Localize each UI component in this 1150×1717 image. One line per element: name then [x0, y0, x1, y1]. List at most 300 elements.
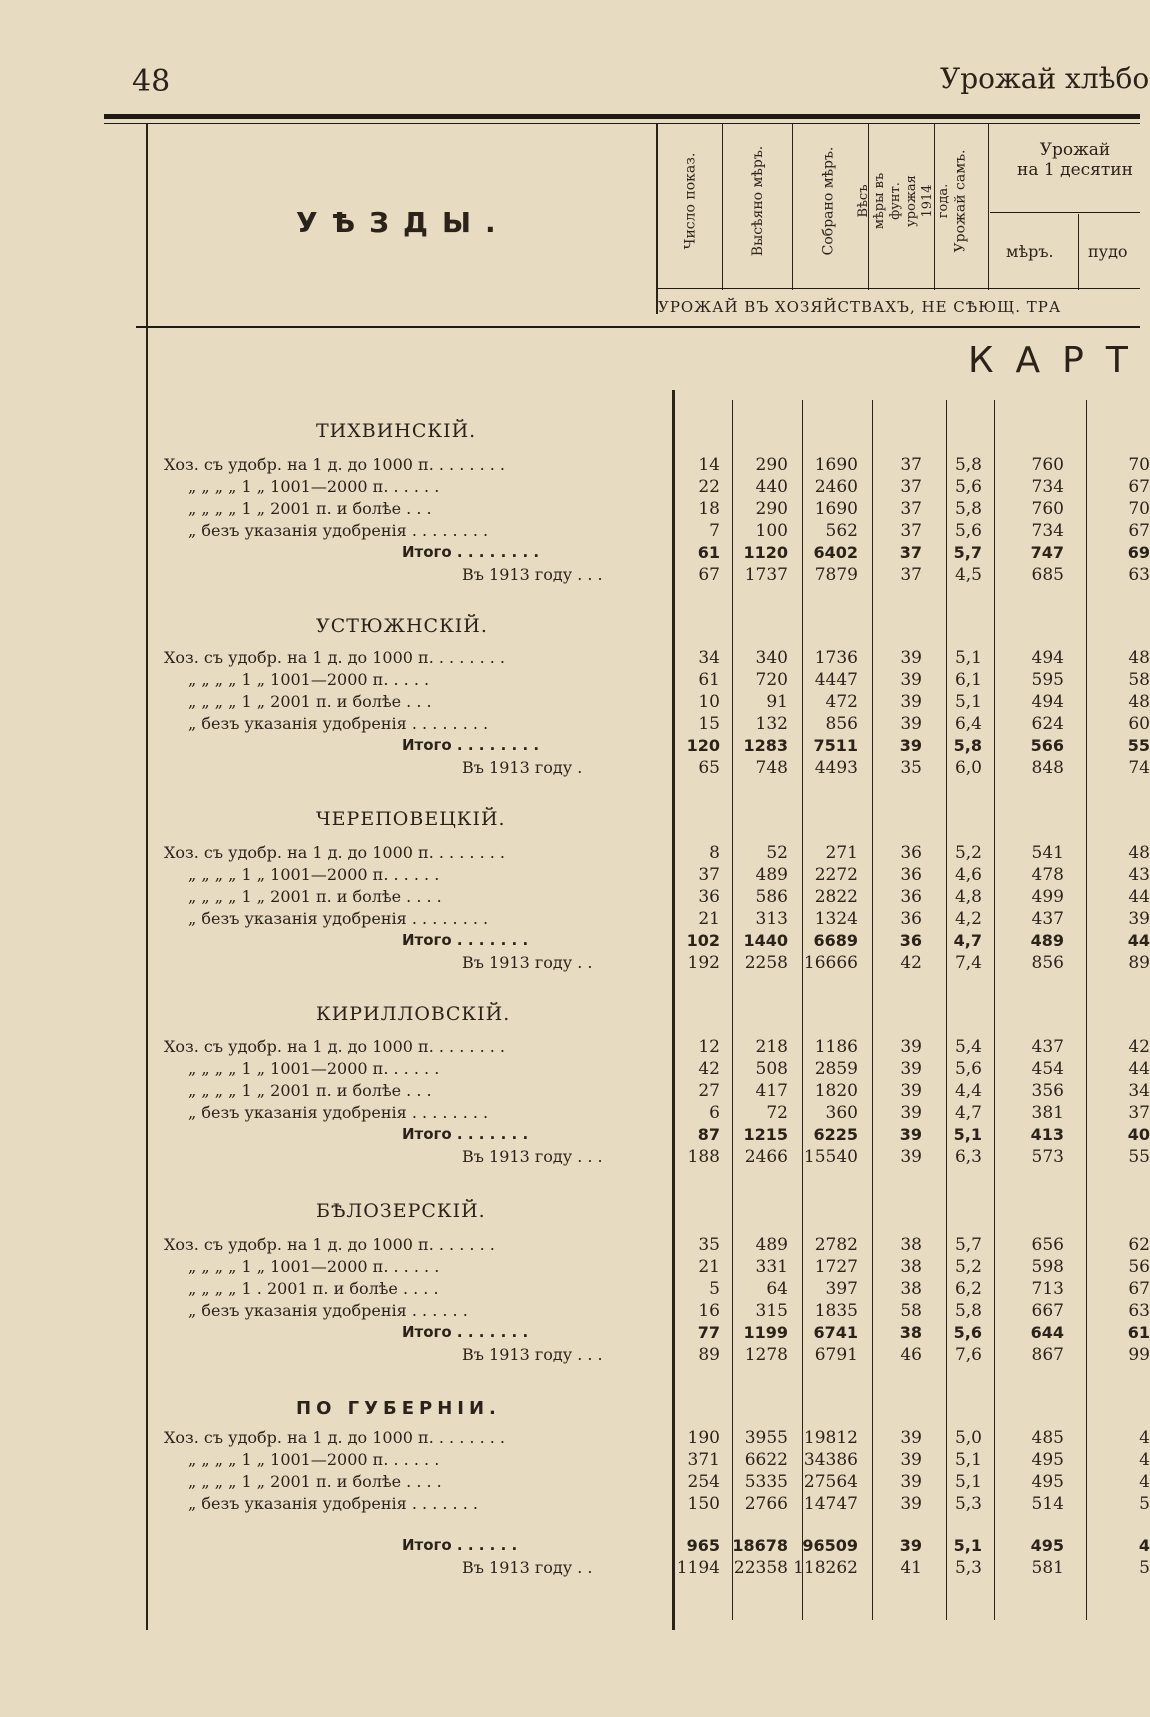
cell-weight: 36 [899, 931, 922, 950]
cell-yield-ratio: 6,4 [954, 714, 982, 734]
cell-count: 16 [698, 1301, 720, 1321]
cell-count: 22 [698, 477, 720, 497]
body-col-line-5 [994, 400, 995, 1620]
cell-sown: 748 [755, 758, 788, 778]
cell-yield-ratio: 4,7 [953, 931, 982, 950]
cell-count: 34 [698, 648, 720, 668]
cell-weight: 42 [900, 953, 922, 973]
cell-yield-ratio: 5,6 [953, 1323, 982, 1342]
cell-weight: 39 [899, 1536, 922, 1555]
cell-sown: 290 [755, 455, 788, 475]
cell-weight: 36 [900, 887, 922, 907]
prev-year-row-label: Въ 1913 году . . . [462, 1345, 603, 1364]
row-label: „ безъ указанія удобренія . . . . . . . . [188, 714, 489, 733]
cell-sown: 417 [755, 1081, 788, 1101]
body-col-line-3 [872, 400, 873, 1620]
row-label: Хоз. съ удобр. на 1 д. до 1000 п. . . . . . . . [164, 843, 505, 862]
cell-yield-pud: 5 [1139, 1494, 1150, 1514]
cell-weight: 37 [900, 521, 922, 541]
cell-weight: 37 [899, 543, 922, 562]
cell-yield-pud: 37 [1128, 1103, 1150, 1123]
cell-yield-ratio: 5,1 [954, 648, 982, 668]
row-label: Хоз. съ удобр. на 1 д. до 1000 п. . . . . . . . [164, 1428, 505, 1447]
cell-yield-ratio: 7,4 [954, 953, 982, 973]
cell-harvested: 118262 [793, 1558, 858, 1578]
cell-count: 65 [698, 758, 720, 778]
cell-weight: 37 [900, 477, 922, 497]
cell-yield-mer: 848 [1031, 758, 1064, 778]
cell-yield-ratio: 5,4 [954, 1037, 982, 1057]
cell-yield-ratio: 5,3 [954, 1494, 982, 1514]
cell-weight: 39 [900, 670, 922, 690]
total-row-label: Итого . . . . . . . . [402, 736, 540, 754]
row-label: „ безъ указанія удобренія . . . . . . . . [188, 1103, 489, 1122]
cell-count: 14 [698, 455, 720, 475]
cell-yield-pud: 67 [1128, 1279, 1150, 1299]
cell-yield-ratio: 5,0 [954, 1428, 982, 1448]
cell-harvested: 472 [825, 692, 858, 712]
cell-harvested: 96509 [802, 1536, 858, 1555]
cell-harvested: 856 [825, 714, 858, 734]
cell-yield-mer: 413 [1030, 1125, 1064, 1144]
cell-harvested: 7879 [814, 565, 858, 585]
cell-count: 21 [698, 909, 720, 929]
cell-yield-mer: 494 [1031, 648, 1064, 668]
cell-yield-pud: 70 [1128, 499, 1150, 519]
total-row-label: Итого . . . . . . . [402, 1323, 529, 1341]
cell-harvested: 1736 [814, 648, 858, 668]
cell-harvested: 16666 [803, 953, 858, 973]
cell-harvested: 1835 [814, 1301, 858, 1321]
row-label: „ безъ указанія удобренія . . . . . . [188, 1301, 468, 1320]
cell-yield-ratio: 4,8 [954, 887, 982, 907]
cell-weight: 39 [900, 648, 922, 668]
cell-yield-ratio: 6,3 [954, 1147, 982, 1167]
cell-weight: 36 [900, 843, 922, 863]
cell-count: 5 [709, 1279, 720, 1299]
cell-harvested: 4493 [814, 758, 858, 778]
cell-yield-mer: 356 [1031, 1081, 1064, 1101]
cell-yield-mer: 685 [1031, 565, 1064, 585]
cell-sown: 64 [766, 1279, 788, 1299]
row-label: „ „ „ „ 1 „ 2001 п. и болѣе . . . [188, 499, 432, 518]
cell-yield-ratio: 4,2 [954, 909, 982, 929]
row-label: „ „ „ „ 1 „ 1001—2000 п. . . . . . [188, 1257, 440, 1276]
cell-sown: 1737 [744, 565, 788, 585]
cell-count: 188 [687, 1147, 720, 1167]
cell-sown: 5335 [744, 1472, 788, 1492]
col-header-yield-ratio: Урожай самъ. [952, 149, 969, 253]
cell-weight: 39 [900, 1081, 922, 1101]
cell-harvested: 360 [825, 1103, 858, 1123]
cell-count: 77 [697, 1323, 720, 1342]
cell-weight: 37 [900, 455, 922, 475]
cell-weight: 39 [900, 1494, 922, 1514]
cell-weight: 39 [900, 1103, 922, 1123]
row-label: „ „ „ „ 1 „ 2001 п. и болѣе . . . . [188, 1472, 442, 1491]
cell-sown: 2258 [744, 953, 788, 973]
district-title: ПО ГУБЕРНІИ. [296, 1398, 501, 1419]
cell-harvested: 2859 [814, 1059, 858, 1079]
cell-harvested: 6689 [813, 931, 858, 950]
cell-yield-mer: 595 [1031, 670, 1064, 690]
section-strip-rule [658, 288, 1140, 289]
row-label: „ безъ указанія удобренія . . . . . . . . [188, 909, 489, 928]
cell-yield-pud: 61 [1127, 1323, 1150, 1342]
cell-count: 89 [698, 1345, 720, 1365]
cell-harvested: 397 [825, 1279, 858, 1299]
cell-yield-ratio: 5,6 [954, 521, 982, 541]
cell-sown: 313 [755, 909, 788, 929]
cell-yield-ratio: 5,6 [954, 1059, 982, 1079]
cell-weight: 36 [900, 909, 922, 929]
cell-sown: 1120 [743, 543, 788, 562]
cell-count: 192 [687, 953, 720, 973]
cell-weight: 39 [900, 714, 922, 734]
col-header-harvested: Собрано мѣръ. [820, 146, 836, 256]
cell-yield-pud: 67 [1128, 521, 1150, 541]
cell-sown: 100 [755, 521, 788, 541]
cell-yield-pud: 42 [1128, 1037, 1150, 1057]
cell-sown: 2766 [744, 1494, 788, 1514]
cell-yield-mer: 734 [1031, 477, 1064, 497]
cell-yield-ratio: 5,7 [954, 1235, 982, 1255]
cell-yield-mer: 856 [1031, 953, 1064, 973]
cell-yield-ratio: 5,2 [954, 843, 982, 863]
cell-yield-pud: 55 [1127, 736, 1150, 755]
cell-yield-mer: 760 [1031, 499, 1064, 519]
cell-yield-ratio: 6,2 [954, 1279, 982, 1299]
cell-yield-mer: 478 [1031, 865, 1064, 885]
row-label: „ „ „ „ 1 „ 1001—2000 п. . . . . . [188, 1059, 440, 1078]
cell-yield-ratio: 5,1 [953, 1125, 982, 1144]
row-label: „ „ „ „ 1 „ 2001 п. и болѣе . . . . [188, 887, 442, 906]
cell-yield-mer: 541 [1031, 843, 1064, 863]
cell-yield-mer: 573 [1031, 1147, 1064, 1167]
cell-count: 36 [698, 887, 720, 907]
cell-yield-mer: 581 [1031, 1558, 1064, 1578]
cell-count: 37 [698, 865, 720, 885]
cell-sown: 586 [755, 887, 788, 907]
cell-yield-ratio: 6,0 [954, 758, 982, 778]
uezdy-header: УѢЗДЫ. [296, 206, 510, 239]
cell-weight: 58 [900, 1301, 922, 1321]
district-title: БѢЛОЗЕРСКІЙ. [316, 1200, 486, 1222]
total-row-label: Итого . . . . . . . [402, 931, 529, 949]
row-label: „ „ „ „ 1 „ 1001—2000 п. . . . . . [188, 477, 440, 496]
cell-yield-mer: 495 [1030, 1536, 1064, 1555]
cell-sown: 72 [766, 1103, 788, 1123]
cell-weight: 41 [900, 1558, 922, 1578]
cell-yield-ratio: 5,6 [954, 477, 982, 497]
cell-count: 87 [697, 1125, 720, 1144]
cell-sown: 440 [755, 477, 788, 497]
cell-yield-pud: 40 [1127, 1125, 1150, 1144]
cell-weight: 39 [900, 1037, 922, 1057]
cell-sown: 1215 [743, 1125, 788, 1144]
cell-sown: 315 [755, 1301, 788, 1321]
cell-yield-mer: 381 [1031, 1103, 1064, 1123]
yield-header [1000, 140, 1150, 180]
yield-sub-rule [990, 212, 1140, 213]
cell-count: 102 [686, 931, 720, 950]
prev-year-row-label: Въ 1913 году . [462, 758, 583, 777]
cell-count: 15 [698, 714, 720, 734]
cell-yield-pud: 99 [1128, 1345, 1150, 1365]
cell-yield-pud: 63 [1128, 565, 1150, 585]
cell-yield-ratio: 5,3 [954, 1558, 982, 1578]
cell-weight: 39 [900, 1450, 922, 1470]
cell-count: 42 [698, 1059, 720, 1079]
body-col-line-1 [732, 400, 733, 1620]
row-label: „ „ „ „ 1 „ 1001—2000 п. . . . . . [188, 1450, 440, 1469]
cell-weight: 39 [900, 692, 922, 712]
cell-yield-mer: 514 [1031, 1494, 1064, 1514]
row-label: „ „ „ „ 1 „ 2001 п. и болѣе . . . [188, 1081, 432, 1100]
cell-harvested: 6225 [813, 1125, 858, 1144]
cell-weight: 37 [900, 565, 922, 585]
cell-weight: 39 [899, 736, 922, 755]
cell-count: 8 [709, 843, 720, 863]
section-label: УРОЖАЙ ВЪ ХОЗЯЙСТВАХЪ, НЕ СѢЮЩ. ТРА [658, 298, 1062, 316]
cell-harvested: 34386 [803, 1450, 858, 1470]
cell-harvested: 2272 [814, 865, 858, 885]
cell-harvested: 6402 [813, 543, 858, 562]
header-bottom-rule [136, 326, 1140, 328]
cell-sown: 340 [755, 648, 788, 668]
cell-yield-ratio: 5,1 [954, 692, 982, 712]
cell-yield-pud: 63 [1128, 1301, 1150, 1321]
cell-yield-pud: 60 [1128, 714, 1150, 734]
cell-harvested: 1820 [814, 1081, 858, 1101]
page-number: 48 [132, 64, 171, 99]
cell-count: 27 [698, 1081, 720, 1101]
row-label: „ безъ указанія удобренія . . . . . . . . [188, 521, 489, 540]
cell-weight: 39 [900, 1059, 922, 1079]
cell-sown: 3955 [744, 1428, 788, 1448]
prev-year-row-label: Въ 1913 году . . . [462, 1147, 603, 1166]
cell-sown: 331 [755, 1257, 788, 1277]
cell-harvested: 1186 [814, 1037, 858, 1057]
header-col-line-2 [722, 124, 723, 290]
cell-yield-mer: 644 [1030, 1323, 1064, 1342]
cell-yield-pud: 44 [1128, 887, 1150, 907]
yield-header-line2: на 1 десятин [1017, 160, 1133, 180]
cell-yield-mer: 667 [1031, 1301, 1064, 1321]
cell-harvested: 1727 [814, 1257, 858, 1277]
cell-yield-ratio: 5,1 [954, 1450, 982, 1470]
cell-yield-pud: 5 [1139, 1558, 1150, 1578]
cell-harvested: 4447 [814, 670, 858, 690]
row-label: Хоз. съ удобр. на 1 д. до 1000 п. . . . . . . . [164, 1037, 505, 1056]
cell-yield-pud: 34 [1128, 1081, 1150, 1101]
cell-count: 254 [687, 1472, 720, 1492]
cell-yield-ratio: 4,6 [954, 865, 982, 885]
cell-count: 965 [686, 1536, 720, 1555]
cell-harvested: 19812 [803, 1428, 858, 1448]
cell-yield-pud: 44 [1127, 931, 1150, 950]
cell-weight: 38 [900, 1279, 922, 1299]
cell-harvested: 14747 [803, 1494, 858, 1514]
cell-harvested: 6741 [813, 1323, 858, 1342]
cell-weight: 39 [900, 1472, 922, 1492]
cell-weight: 38 [900, 1235, 922, 1255]
cell-sown: 1283 [743, 736, 788, 755]
cell-count: 371 [687, 1450, 720, 1470]
cell-yield-mer: 760 [1031, 455, 1064, 475]
crop-title: КАРТ [968, 340, 1150, 381]
prev-year-row-label: Въ 1913 году . . [462, 953, 593, 972]
cell-yield-ratio: 7,6 [954, 1345, 982, 1365]
cell-sown: 1278 [744, 1345, 788, 1365]
label-divider-line [672, 390, 675, 1630]
cell-count: 61 [697, 543, 720, 562]
cell-yield-pud: 67 [1128, 477, 1150, 497]
district-title: ЧЕРЕПОВЕЦКІЙ. [316, 808, 506, 830]
cell-weight: 46 [900, 1345, 922, 1365]
cell-harvested: 27564 [803, 1472, 858, 1492]
row-label: Хоз. съ удобр. на 1 д. до 1000 п. . . . . . . . [164, 648, 505, 667]
cell-yield-mer: 437 [1031, 1037, 1064, 1057]
cell-yield-mer: 489 [1030, 931, 1064, 950]
cell-weight: 38 [899, 1323, 922, 1342]
total-row-label: Итого . . . . . . . [402, 1125, 529, 1143]
cell-sown: 2466 [744, 1147, 788, 1167]
cell-yield-pud: 48 [1128, 648, 1150, 668]
cell-harvested: 1690 [814, 499, 858, 519]
cell-sown: 508 [755, 1059, 788, 1079]
cell-count: 1194 [676, 1558, 720, 1578]
cell-harvested: 7511 [813, 736, 858, 755]
cell-harvested: 15540 [803, 1147, 858, 1167]
cell-sown: 18678 [732, 1536, 788, 1555]
cell-yield-mer: 713 [1031, 1279, 1064, 1299]
cell-yield-mer: 747 [1030, 543, 1064, 562]
cell-count: 150 [687, 1494, 720, 1514]
cell-count: 67 [698, 565, 720, 585]
cell-yield-pud: 70 [1128, 455, 1150, 475]
district-title: ТИХВИНСКІЙ. [316, 420, 477, 442]
cell-yield-ratio: 4,4 [954, 1081, 982, 1101]
body-col-line-4 [946, 400, 947, 1620]
cell-yield-mer: 734 [1031, 521, 1064, 541]
body-col-line-2 [802, 400, 803, 1620]
cell-yield-pud: 48 [1128, 843, 1150, 863]
cell-yield-mer: 494 [1031, 692, 1064, 712]
cell-yield-pud: 74 [1128, 758, 1150, 778]
cell-yield-pud: 56 [1128, 1257, 1150, 1277]
cell-yield-pud: 4 [1139, 1428, 1150, 1448]
cell-weight: 39 [900, 1428, 922, 1448]
left-frame-line [146, 124, 148, 1630]
cell-yield-mer: 495 [1031, 1472, 1064, 1492]
cell-count: 190 [687, 1428, 720, 1448]
row-label: „ „ „ „ 1 . 2001 п. и болѣе . . . . [188, 1279, 439, 1298]
cell-yield-pud: 62 [1128, 1235, 1150, 1255]
cell-sown: 1440 [743, 931, 788, 950]
cell-yield-ratio: 5,8 [954, 499, 982, 519]
cell-yield-ratio: 5,1 [954, 1472, 982, 1492]
cell-sown: 1199 [743, 1323, 788, 1342]
cell-harvested: 6791 [814, 1345, 858, 1365]
cell-yield-mer: 437 [1031, 909, 1064, 929]
row-label: Хоз. съ удобр. на 1 д. до 1000 п. . . . . . . . [164, 455, 505, 474]
sub-header-mer: мѣръ. [1006, 242, 1054, 261]
cell-harvested: 2822 [814, 887, 858, 907]
total-row-label: Итого . . . . . . [402, 1536, 518, 1554]
row-label: „ „ „ „ 1 „ 1001—2000 п. . . . . . [188, 865, 440, 884]
cell-sown: 22358 [733, 1558, 788, 1578]
cell-weight: 39 [899, 1125, 922, 1144]
cell-sown: 290 [755, 499, 788, 519]
row-label: „ безъ указанія удобренія . . . . . . . [188, 1494, 478, 1513]
total-row-label: Итого . . . . . . . . [402, 543, 540, 561]
cell-sown: 91 [766, 692, 788, 712]
cell-yield-pud: 4 [1138, 1536, 1150, 1555]
cell-count: 12 [698, 1037, 720, 1057]
cell-count: 7 [709, 521, 720, 541]
cell-yield-mer: 598 [1031, 1257, 1064, 1277]
cell-count: 18 [698, 499, 720, 519]
cell-yield-ratio: 5,8 [954, 1301, 982, 1321]
cell-sown: 6622 [744, 1450, 788, 1470]
header-col-line-1 [656, 124, 658, 314]
cell-count: 120 [686, 736, 720, 755]
row-label: Хоз. съ удобр. на 1 д. до 1000 п. . . . . . . [164, 1235, 495, 1254]
cell-yield-mer: 485 [1031, 1428, 1064, 1448]
cell-sown: 720 [755, 670, 788, 690]
cell-weight: 39 [900, 1147, 922, 1167]
cell-count: 35 [698, 1235, 720, 1255]
cell-yield-pud: 58 [1128, 670, 1150, 690]
cell-yield-ratio: 5,7 [953, 543, 982, 562]
cell-weight: 37 [900, 499, 922, 519]
cell-weight: 35 [900, 758, 922, 778]
cell-yield-mer: 624 [1031, 714, 1064, 734]
header-col-line-3 [792, 124, 793, 290]
cell-weight: 36 [900, 865, 922, 885]
cell-harvested: 271 [825, 843, 858, 863]
sub-header-pud: пудо [1088, 242, 1128, 261]
cell-yield-pud: 43 [1128, 865, 1150, 885]
cell-yield-pud: 89 [1128, 953, 1150, 973]
cell-count: 10 [698, 692, 720, 712]
col-header-weight: Вѣсъ мѣры въ фунт. урожая 1914 года. [856, 172, 951, 230]
cell-sown: 52 [766, 843, 788, 863]
running-title: Урожай хлѣбо [940, 62, 1150, 95]
prev-year-row-label: Въ 1913 году . . . [462, 565, 603, 584]
cell-yield-mer: 499 [1031, 887, 1064, 907]
cell-yield-pud: 4 [1139, 1450, 1150, 1470]
cell-sown: 218 [755, 1037, 788, 1057]
cell-yield-ratio: 5,2 [954, 1257, 982, 1277]
row-label: „ „ „ „ 1 „ 2001 п. и болѣе . . . [188, 692, 432, 711]
cell-harvested: 2460 [814, 477, 858, 497]
cell-yield-pud: 55 [1128, 1147, 1150, 1167]
col-header-sown: Высѣяно мѣръ. [750, 145, 767, 257]
cell-yield-mer: 566 [1030, 736, 1064, 755]
cell-yield-mer: 867 [1031, 1345, 1064, 1365]
body-col-line-6 [1086, 400, 1087, 1620]
cell-yield-mer: 656 [1031, 1235, 1064, 1255]
cell-harvested: 562 [825, 521, 858, 541]
cell-yield-mer: 495 [1031, 1450, 1064, 1470]
cell-yield-ratio: 4,7 [954, 1103, 982, 1123]
cell-count: 61 [698, 670, 720, 690]
cell-harvested: 1690 [814, 455, 858, 475]
cell-yield-ratio: 5,8 [953, 736, 982, 755]
cell-sown: 489 [755, 865, 788, 885]
